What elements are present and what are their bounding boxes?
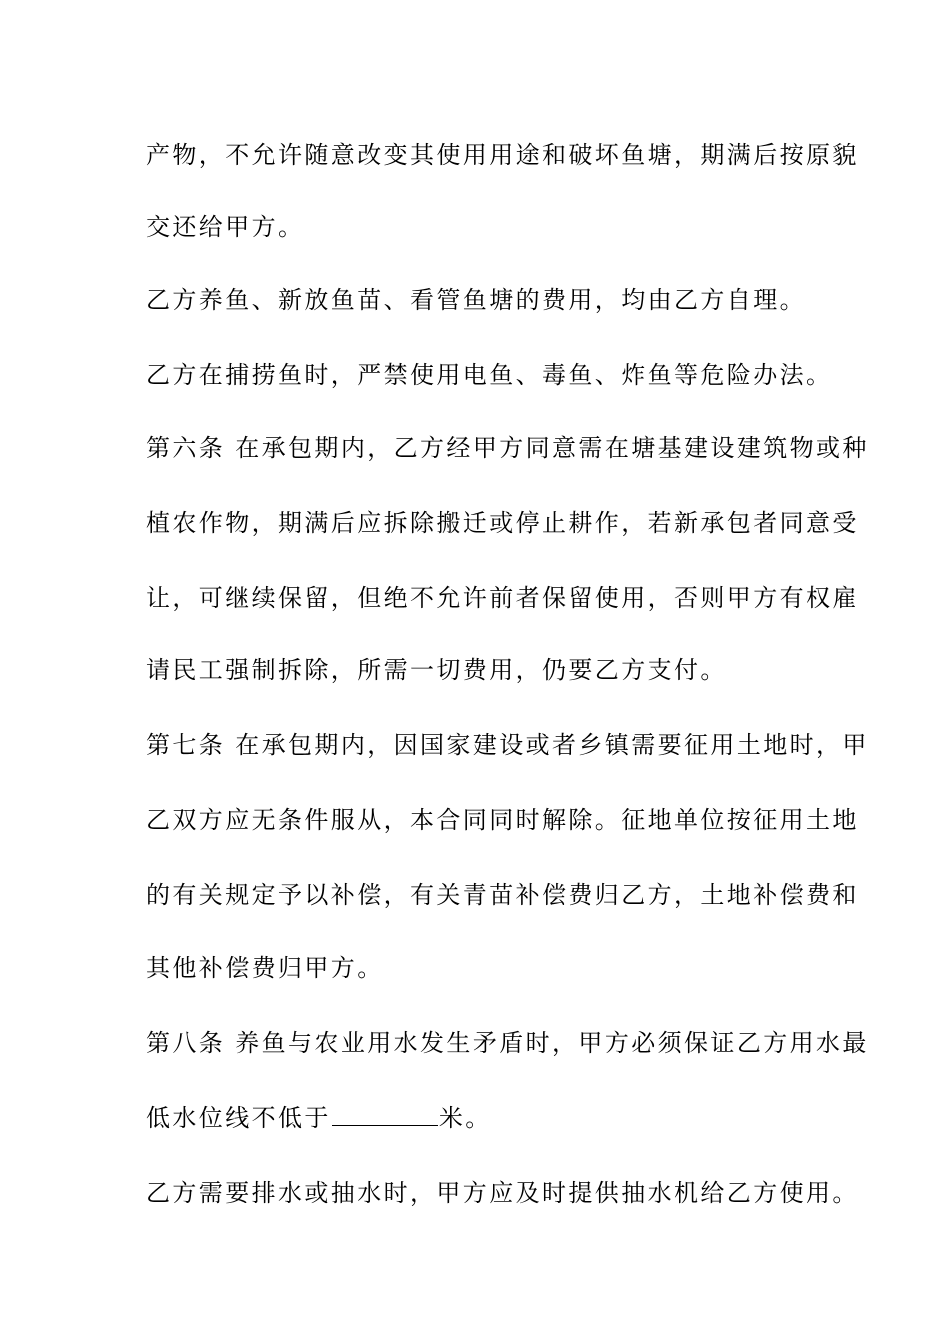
text-line: 请民工强制拆除，所需一切费用，仍要乙方支付。 <box>146 656 727 684</box>
text-line: 其他补偿费归甲方。 <box>146 954 384 982</box>
text-line: 让，可继续保留，但绝不允许前者保留使用，否则甲方有权雇 <box>146 584 859 612</box>
water-level-line <box>146 1103 826 1133</box>
article-8-line: 第八条 养鱼与农业用水发生矛盾时，甲方必须保证乙方用水最 <box>146 1029 869 1057</box>
article-7-line: 第七条 在承包期内，因国家建设或者乡镇需要征用土地时，甲 <box>146 731 869 759</box>
text-line: 乙方在捕捞鱼时，严禁使用电鱼、毒鱼、炸鱼等危险办法。 <box>146 361 833 389</box>
text-line: 乙方需要排水或抽水时，甲方应及时提供抽水机给乙方使用。 <box>146 1179 859 1207</box>
text-line: 乙双方应无条件服从，本合同同时解除。征地单位按征用土地 <box>146 806 859 834</box>
text-line: 产物，不允许随意改变其使用用途和破坏鱼塘，期满后按原貌 <box>146 141 859 169</box>
water-level-text-before: 低水位线不低于 <box>146 1104 331 1132</box>
text-line: 乙方养鱼、新放鱼苗、看管鱼塘的费用，均由乙方自理。 <box>146 286 806 314</box>
text-line: 植农作物，期满后应拆除搬迁或停止耕作，若新承包者同意受 <box>146 509 859 537</box>
water-level-text-after: 米。 <box>438 1104 492 1132</box>
text-line: 交还给甲方。 <box>146 213 305 241</box>
article-6-line: 第六条 在承包期内，乙方经甲方同意需在塘基建设建筑物或种 <box>146 434 869 462</box>
text-line: 的有关规定予以补偿，有关青苗补偿费归乙方，土地补偿费和 <box>146 881 859 909</box>
water-level-blank[interactable] <box>332 1103 438 1126</box>
